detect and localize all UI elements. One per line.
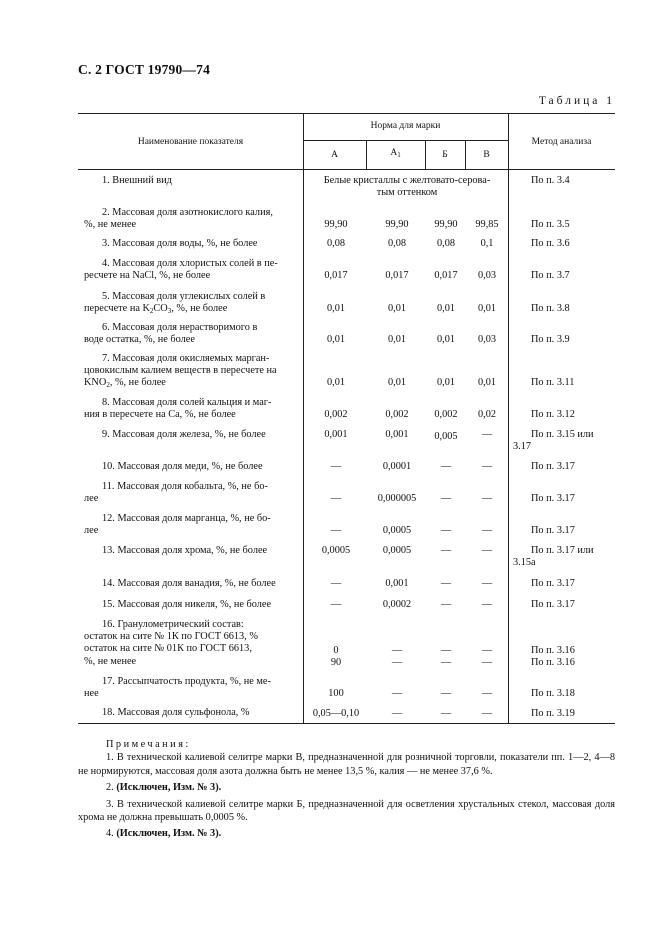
row-9-value-a: 0,001 [324,429,348,440]
row-13-value-a1: 0,0005 [382,545,412,556]
row-8-value-b: 0,002 [434,409,458,420]
row-15-value-v: — [481,599,493,610]
col-header-method: Метод анализа [531,137,592,147]
row-6-value-b: 0,01 [436,334,456,345]
col-header-indicator: Наименование показателя [137,137,244,147]
col-header-grade-b: Б [442,150,448,160]
row-11-name: 11. Массовая доля кобальта, %, не бо- лее [84,481,268,505]
row-15-value-b: — [440,599,452,610]
row-8-value-v: 0,02 [477,409,497,420]
row-12-value-v: — [481,525,493,536]
row-17-value-v: — [481,688,493,699]
row-5-value-a: 0,01 [326,303,346,314]
row-9-value-a1: 0,001 [385,429,409,440]
row-4-value-v: 0,03 [477,270,497,281]
row-4-value-b: 0,017 [434,270,458,281]
table-bottom-border [78,723,615,724]
row-18-value-a1: — [391,708,403,719]
row-15-method: По п. 3.17 [531,599,575,610]
row-15-value-a1: 0,0002 [382,599,412,610]
row-3-value-a1: 0,08 [387,238,407,249]
row-14-name: 14. Массовая доля ванадия, %, не более [102,578,276,589]
row-17-value-a: 100 [328,688,344,699]
row-12-value-b: — [440,525,452,536]
col-header-grade-v: В [483,150,490,160]
row-6-method: По п. 3.9 [531,334,570,345]
row-7-name: 7. Массовая доля окисляемых марган- цовокислым калием веществ в пересчете на $KNO_2$, %, не более [84,353,277,390]
page-header: С. 2 ГОСТ 19790—74 [78,62,211,77]
row-3-value-b: 0,08 [436,238,456,249]
note-3: 3. В технической калиевой селитре марки Б, предназначенной для осветления хрустальных стекол, массовая доля хрома не должна превышать 0,0005 %. [78,798,615,824]
row-8-name: 8. Массовая доля солей кальция и маг- ния в пересчете на Са, %, не более [84,397,272,421]
row-7-value-v: 0,01 [477,377,497,388]
row-4-name: 4. Массовая доля хлористых солей в пе- ресчете на NaCl, %, не более [84,258,278,282]
row-11-value-b: — [440,493,452,504]
row-18-value-v: — [481,708,493,719]
row-16-value-a1-01k: — [391,657,403,668]
row-17-name: 17. Рассыпчатость продукта, %, не ме- нее [84,676,271,700]
row-16-method: По п. 3.16 По п. 3.16 [531,645,575,669]
note-2: 2. (Исключен, Изм. № 3). [106,782,222,794]
row-12-value-a: — [330,525,342,536]
row-13-value-b: — [440,545,452,556]
row-5-method: По п. 3.8 [531,303,570,314]
col-header-grade-a: А [331,150,338,160]
row-14-value-v: — [481,578,493,589]
row-16-value-b-01k: — [440,657,452,668]
row-2-method: По п. 3.5 [531,219,570,230]
row-13-value-a: 0,0005 [321,545,351,556]
row-1-value: Белые кристаллы с желтовато-серова- тым оттенком [323,175,491,199]
table-top-border [78,113,615,114]
row-18-value-a: 0,05—0,10 [312,708,360,719]
row-17-value-b: — [440,688,452,699]
row-10-value-b: — [440,461,452,472]
row-11-value-a1: 0,000005 [377,493,417,504]
row-15-name: 15. Массовая доля никеля, %, не более [102,599,272,610]
row-8-value-a1: 0,002 [385,409,409,420]
row-6-value-a1: 0,01 [387,334,407,345]
row-1-name: 1. Внешний вид [102,175,172,186]
row-13-name: 13. Массовая доля хрома, %, не более [102,545,268,556]
row-3-value-a: 0,08 [326,238,346,249]
row-2-value-a1: 99,90 [385,219,409,230]
col-header-grade-a1: $А_1$ [390,148,401,159]
row-5-value-v: 0,01 [477,303,497,314]
note-1: 1. В технической калиевой селитре марки В, предназначенной для розничной торговли, показатели пп. 1—2, 4—8 не нормируются, массовая доля азота должна быть не менее 13,5 %, калия — не менее 37,6 %. [78,752,615,777]
row-16-value-v-01k: — [481,657,493,668]
row-16-value-a-01k: 90 [330,657,342,668]
row-5-value-b: 0,01 [436,303,456,314]
row-10-name: 10. Массовая доля меди, %, не более [102,461,263,472]
row-7-value-a1: 0,01 [387,377,407,388]
row-9-name: 9. Массовая доля железа, %, не более [102,429,266,440]
row-4-value-a: 0,017 [324,270,348,281]
row-14-value-a1: 0,001 [385,578,409,589]
row-12-value-a1: 0,0005 [382,525,412,536]
row-12-name: 12. Массовая доля марганца, %, не бо- лее [84,513,271,537]
row-17-value-a1: — [391,688,403,699]
row-6-value-v: 0,03 [477,334,497,345]
row-18-value-b: — [440,708,452,719]
col-divider-indicator [303,113,304,723]
row-13-value-v: — [481,545,493,556]
norm-header-divider [303,140,509,141]
row-13-method: По п. 3.17 или 3.15а [513,545,594,569]
row-9-method: По п. 3.15 или 3.17 [513,429,594,453]
row-16-value-a-1k: 0 [333,645,339,656]
row-14-method: По п. 3.17 [531,578,575,589]
row-8-value-a: 0,002 [324,409,348,420]
row-2-value-a: 99,90 [324,219,348,230]
row-16-value-v-1k: — [481,645,493,656]
row-11-method: По п. 3.17 [531,493,575,504]
table-label: Таблица 1 [538,95,615,107]
row-11-value-v: — [481,493,493,504]
row-16-value-a1-1k: — [391,645,403,656]
notes-section [78,738,615,841]
row-7-method: По п. 3.11 [531,377,575,388]
row-18-name: 18. Массовая доля сульфонола, % [102,707,250,718]
row-3-name: 3. Массовая доля воды, %, не более [102,238,258,249]
row-1-method: По п. 3.4 [531,175,570,186]
row-11-value-a: — [330,493,342,504]
row-14-value-b: — [440,578,452,589]
row-4-value-a1: 0,017 [385,270,409,281]
notes-title: Примечания: [106,739,191,750]
header-bottom-border [78,169,615,170]
row-2-name: 2. Массовая доля азотнокислого калия, %, не менее [84,207,273,231]
row-4-method: По п. 3.7 [531,270,570,281]
row-2-value-b: 99,90 [434,219,458,230]
row-7-value-b: 0,01 [436,377,456,388]
row-6-value-a: 0,01 [326,334,346,345]
row-8-method: По п. 3.12 [531,409,575,420]
note-4: 4. (Исключен, Изм. № 3). [106,828,222,840]
col-header-norm: Норма для марки [370,121,441,131]
row-10-value-a: — [330,461,342,472]
row-9-value-b: 0,005 [434,431,458,442]
row-5-name: 5. Массовая доля углекислых солей в пересчете на $K_2CO_3$, %, не более [84,291,266,316]
row-3-value-v: 0,1 [480,238,494,249]
row-17-method: По п. 3.18 [531,688,575,699]
row-3-method: По п. 3.6 [531,238,570,249]
row-12-method: По п. 3.17 [531,525,575,536]
row-7-value-a: 0,01 [326,377,346,388]
row-10-value-a1: 0,0001 [382,461,412,472]
row-9-value-v: — [481,429,493,440]
row-16-value-b-1k: — [440,645,452,656]
row-18-method: По п. 3.19 [531,708,575,719]
row-14-value-a: — [330,578,342,589]
row-6-name: 6. Массовая доля нерастворимого в воде остатка, %, не более [84,322,258,346]
row-16-name: 16. Гранулометрический состав: остаток на сите № 1К по ГОСТ 6613, % остаток на сите № 01К по ГОСТ 6613, %, не менее [84,619,258,667]
row-2-value-v: 99,85 [475,219,499,230]
row-5-value-a1: 0,01 [387,303,407,314]
col-divider-method [508,113,509,723]
row-10-value-v: — [481,461,493,472]
row-15-value-a: — [330,599,342,610]
row-10-method: По п. 3.17 [531,461,575,472]
